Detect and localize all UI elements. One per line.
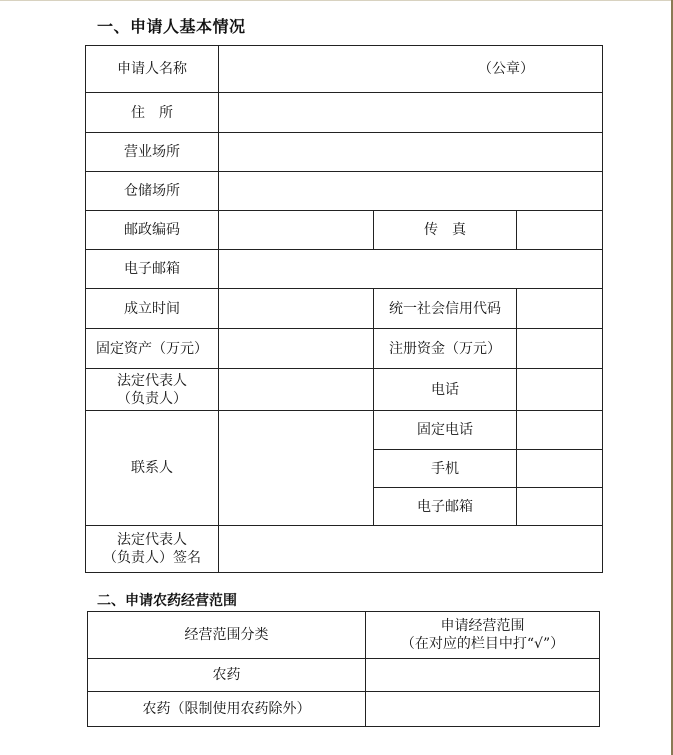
phone-label: 电话 xyxy=(374,369,517,411)
fax-label: 传 真 xyxy=(374,211,517,250)
email-field[interactable] xyxy=(219,250,603,289)
row-email xyxy=(86,250,603,289)
row-business-place xyxy=(86,133,603,172)
signature-label-line1: 法定代表人 xyxy=(117,532,187,548)
scope-check-pesticide[interactable] xyxy=(366,659,600,692)
scope-row xyxy=(88,659,600,692)
credit-code-label: 统一社会信用代码 xyxy=(374,289,517,329)
section2-heading: 二、申请农药经营范围 xyxy=(97,593,237,609)
seal-note: （公章） xyxy=(478,61,535,77)
scope-row xyxy=(88,692,600,727)
applicant-name-label: 申请人名称 xyxy=(86,46,219,93)
mobile-label: 手机 xyxy=(374,450,517,488)
applicant-info-table xyxy=(85,45,603,573)
address-label: 住 所 xyxy=(86,93,219,133)
registered-capital-label: 注册资金（万元） xyxy=(374,329,517,369)
warehouse-field[interactable] xyxy=(219,172,603,211)
phone-field[interactable] xyxy=(517,369,603,411)
fixed-assets-field[interactable] xyxy=(219,329,374,369)
credit-code-field[interactable] xyxy=(517,289,603,329)
fax-field[interactable] xyxy=(517,211,603,250)
page-top-edge xyxy=(0,0,673,1)
contact-field[interactable] xyxy=(219,411,374,526)
established-label: 成立时间 xyxy=(86,289,219,329)
scope-apply-header-line1: 申请经营范围 xyxy=(440,618,525,634)
signature-label xyxy=(86,526,219,573)
postcode-field[interactable] xyxy=(219,211,374,250)
scope-apply-header xyxy=(366,612,600,659)
signature-field[interactable] xyxy=(219,526,603,573)
contact-email-field[interactable] xyxy=(517,488,603,526)
scope-item-pesticide-non-restricted: 农药（限制使用农药除外） xyxy=(88,692,366,727)
email-label: 电子邮箱 xyxy=(86,250,219,289)
row-signature xyxy=(86,526,603,573)
signature-label-line2: （负责人）签名 xyxy=(103,550,201,566)
legal-rep-label-line1: 法定代表人 xyxy=(117,372,187,389)
row-postcode-fax xyxy=(86,211,603,250)
registered-capital-field[interactable] xyxy=(517,329,603,369)
business-place-label: 营业场所 xyxy=(86,133,219,172)
landline-label: 固定电话 xyxy=(374,411,517,450)
row-legal-rep xyxy=(86,369,603,411)
business-scope-table xyxy=(87,611,600,727)
row-established-credit xyxy=(86,289,603,329)
applicant-name-field[interactable] xyxy=(219,46,603,93)
scope-apply-header-line2: （在对应的栏目中打“√”） xyxy=(400,636,565,652)
warehouse-label: 仓储场所 xyxy=(86,172,219,211)
contact-email-label: 电子邮箱 xyxy=(374,488,517,526)
address-field[interactable] xyxy=(219,93,603,133)
fixed-assets-label: 固定资产（万元） xyxy=(86,329,219,369)
legal-rep-label xyxy=(86,369,219,411)
landline-field[interactable] xyxy=(517,411,603,450)
legal-rep-label-line2: （负责人） xyxy=(117,390,187,407)
established-field[interactable] xyxy=(219,289,374,329)
scope-item-pesticide: 农药 xyxy=(88,659,366,692)
row-address xyxy=(86,93,603,133)
row-warehouse xyxy=(86,172,603,211)
contact-label: 联系人 xyxy=(86,411,219,526)
scope-header-row xyxy=(88,612,600,659)
scope-category-header: 经营范围分类 xyxy=(88,612,366,659)
scope-check-pesticide-non-restricted[interactable] xyxy=(366,692,600,727)
row-assets-capital xyxy=(86,329,603,369)
mobile-field[interactable] xyxy=(517,450,603,488)
business-place-field[interactable] xyxy=(219,133,603,172)
postcode-label: 邮政编码 xyxy=(86,211,219,250)
row-contact-landline xyxy=(86,411,603,450)
legal-rep-field[interactable] xyxy=(219,369,374,411)
section1-heading: 一、申请人基本情况 xyxy=(97,17,246,36)
row-applicant-name xyxy=(86,46,603,93)
